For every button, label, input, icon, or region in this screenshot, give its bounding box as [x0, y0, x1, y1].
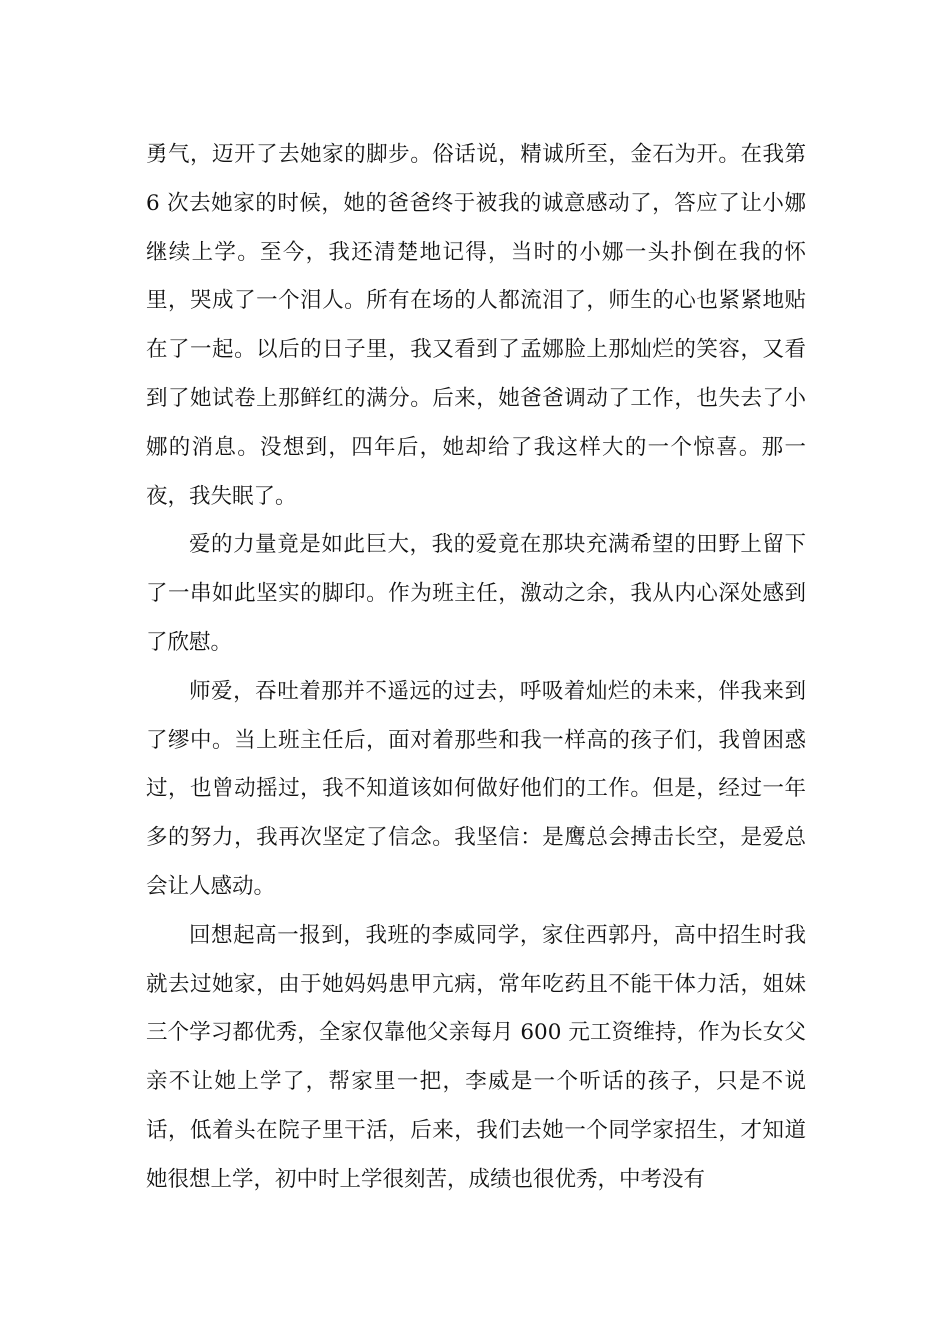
paragraph-1: 勇气，迈开了去她家的脚步。俗话说，精诚所至，金石为开。在我第 6 次去她家的时候，她的爸爸终于被我的诚意感动了，答应了让小娜继续上学。至今，我还清楚地记得，当时的小娜一头扑倒在我的怀里，哭成了一个泪人。所有在场的人都流泪了，师生的心也紧紧地贴在了一起。以后的日子里，我又看到了孟娜脸上那灿烂的笑容，又看到了她试卷上那鲜红的满分。后来，她爸爸调动了工作，也失去了小娜的消息。没想到，四年后，她却给了我这样大的一个惊喜。那一夜，我失眠了。: [146, 142, 806, 509]
document-body: [146, 131, 806, 1205]
paragraph-4: 回想起高一报到，我班的李威同学，家住西郭丹，高中招生时我就去过她家，由于她妈妈患甲亢病，常年吃药且不能干体力活，姐妹三个学习都优秀，全家仅靠他父亲每月 600 元工资维持，作为长女父亲不让她上学了，帮家里一把，李威是一个听话的孩子，只是不说话，低着头在院子里干活，后来，我们去她一个同学家招生，才知道她很想上学，初中时上学很刻苦，成绩也很优秀，中考没有: [146, 922, 806, 1192]
paragraph-2: 爱的力量竟是如此巨大，我的爱竟在那块充满希望的田野上留下了一串如此坚实的脚印。作为班主任，激动之余，我从内心深处感到了欣慰。: [146, 532, 806, 655]
paragraph-3: 师爱，吞吐着那并不遥远的过去，呼吸着灿烂的未来，伴我来到了缪中。当上班主任后，面对着那些和我一样高的孩子们，我曾困惑过，也曾动摇过，我不知道该如何做好他们的工作。但是，经过一年多的努力，我再次坚定了信念。我坚信：是鹰总会搏击长空，是爱总会让人感动。: [146, 678, 806, 899]
